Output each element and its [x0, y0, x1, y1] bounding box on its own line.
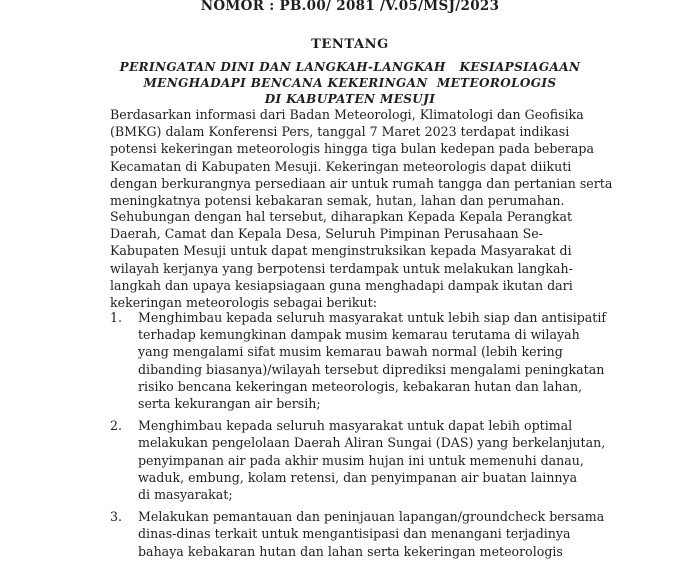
- list-item-line: Melakukan pemantauan dan peninjauan lapangan/groundcheck bersama: [138, 509, 605, 525]
- paragraph-bmkg-information: [110, 106, 613, 209]
- paragraph-line: Sehubungan dengan hal tersebut, diharapkan Kepada Kepala Perangkat: [110, 209, 573, 224]
- list-item-line: di masyarakat;: [138, 487, 233, 503]
- list-item-number: 3.: [110, 509, 123, 525]
- list-item-number: 2.: [110, 418, 123, 434]
- list-item-line: penyimpanan air pada akhir musim hujan ini untuk memenuhi danau,: [138, 452, 584, 468]
- list-item: [110, 309, 610, 412]
- list-item-line: Menghimbau kepada seluruh masyarakat untuk lebih siap dan antisipatif: [138, 310, 607, 325]
- paragraph-instruction: [110, 208, 600, 311]
- paragraph-line: kekeringan meteorologis sebagai berikut:: [110, 295, 377, 311]
- paragraph-line: Berdasarkan informasi dari Badan Meteorologi, Klimatologi dan Geofisika: [110, 107, 584, 122]
- list-item-line: dinas-dinas terkait untuk mengantisipasi dan menangani terjadinya: [138, 526, 571, 542]
- list-item-line: melakukan pengelolaan Daerah Aliran Sungai (DAS) yang berkelanjutan,: [138, 435, 606, 451]
- list-item-line: terhadap kemungkinan dampak musim kemarau terutama di wilayah: [138, 327, 580, 343]
- paragraph-line: (BMKG) dalam Konferensi Pers, tanggal 7 Maret 2023 terdapat indikasi: [110, 124, 570, 140]
- subject-line: PERINGATAN DINI DAN LANGKAH-LANGKAH KESIAPSIAGAAN: [119, 60, 581, 74]
- list-item-line: dibanding biasanya)/wilayah tersebut diprediksi mengalami peningkatan: [138, 361, 605, 377]
- section-heading-tentang: TENTANG: [311, 37, 389, 52]
- paragraph-line: dengan berkurangnya persediaan air untuk rumah tangga dan pertanian serta: [110, 175, 613, 191]
- list-item: [110, 508, 610, 560]
- list-item-number: 1.: [110, 310, 123, 325]
- subject-line: MENGHADAPI BENCANA KEKERINGAN METEOROLOGIS: [143, 76, 557, 90]
- list-item-line: risiko bencana kekeringan meteorologis, kebakaran hutan dan lahan,: [138, 378, 583, 394]
- list-item-line: Menghimbau kepada seluruh masyarakat untuk dapat lebih optimal: [138, 418, 573, 434]
- list-item-line: yang mengalami sifat musim kemarau bawah normal (lebih kering: [138, 344, 563, 360]
- paragraph-line: meningkatnya potensi kebakaran semak, hutan, lahan dan perumahan.: [110, 193, 565, 209]
- paragraph-line: Kecamatan di Kabupaten Mesuji. Kekeringan meteorologis dapat diikuti: [110, 158, 572, 174]
- paragraph-line: potensi kekeringan meteorologis hingga tiga bulan kedepan pada beberapa: [110, 141, 594, 157]
- list-item-line: bahaya kebakaran hutan dan lahan serta kekeringan meteorologis: [138, 543, 563, 559]
- subject-line: DI KABUPATEN MESUJI: [264, 92, 436, 106]
- paragraph-line: langkah dan upaya kesiapsiagaan guna menghadapi dampak ikutan dari: [110, 277, 573, 293]
- document-number: NOMOR : PB.00/ 2081 /V.05/MSJ/2023: [200, 0, 500, 14]
- list-item-line: serta kekurangan air bersih;: [138, 396, 321, 412]
- document-subject: [0, 59, 700, 107]
- paragraph-line: Kabupaten Mesuji untuk dapat menginstruksikan kepada Masyarakat di: [110, 243, 572, 259]
- list-item-line: waduk, embung, kolam retensi, dan penyimpanan air buatan lainnya: [138, 469, 578, 485]
- list-item: [110, 417, 610, 503]
- numbered-list: [110, 309, 610, 565]
- paragraph-line: Daerah, Camat dan Kepala Desa, Seluruh Pimpinan Perusahaan Se-: [110, 226, 543, 242]
- paragraph-line: wilayah kerjanya yang berpotensi terdampak untuk melakukan langkah-: [110, 260, 573, 276]
